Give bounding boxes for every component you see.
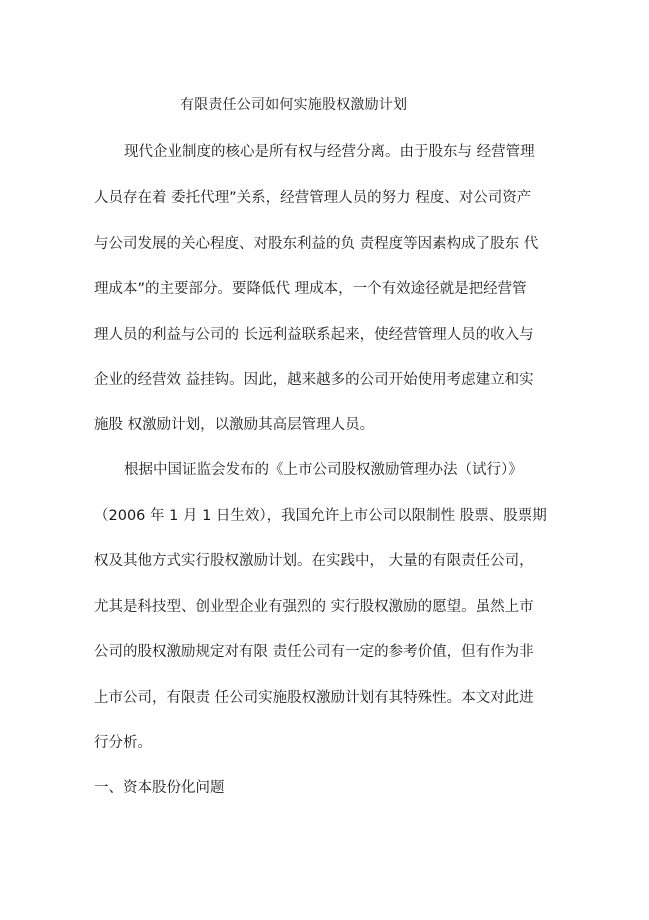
- paragraph-line: （2006 年 1 月 1 日生效），我国允许上市公司以限制性 股票、股票期: [94, 508, 547, 524]
- paragraph-line: 根据中国证监会发布的《上市公司股权激励管理办法（试行）》: [124, 462, 523, 478]
- section-heading: 一、资本股份化问题: [94, 780, 225, 796]
- paragraph-line: 与公司发展的关心程度、对股东利益的负 责程度等因素构成了股东 代: [94, 236, 539, 252]
- paragraph-line: 理人员的利益与公司的 长远利益联系起来，使经营管理人员的收入与: [94, 327, 534, 343]
- paragraph-line: 公司的股权激励规定对有限 责任公司有一定的参考价值，但有作为非: [94, 644, 534, 660]
- document-title: 有限责任公司如何实施股权激励计划: [180, 97, 408, 113]
- paragraph-line: 行分析。: [94, 735, 152, 751]
- paragraph-line: 上市公司，有限责 任公司实施股权激励计划有其特殊性。本文对此进: [94, 690, 534, 706]
- paragraph-line: 权及其他方式实行股权激励计划。在实践中， 大量的有限责任公司，: [94, 553, 534, 569]
- paragraph-line: 理成本”的主要部分。要降低代 理成本，一个有效途径就是把经营管: [94, 281, 527, 297]
- paragraph-line: 人员存在着 委托代理”关系，经营管理人员的努力 程度、对公司资产: [94, 190, 532, 206]
- paragraph-line: 现代企业制度的核心是所有权与经营分离。由于股东与 经营管理: [124, 144, 535, 160]
- paragraph-line: 企业的经营效 益挂钩。因此，越来越多的公司开始使用考虑建立和实: [94, 372, 534, 388]
- paragraph-line: 尤其是科技型、创业型企业有强烈的 实行股权激励的愿望。虽然上市: [94, 599, 534, 615]
- paragraph-line: 施股 权激励计划，以激励其高层管理人员。: [94, 417, 375, 433]
